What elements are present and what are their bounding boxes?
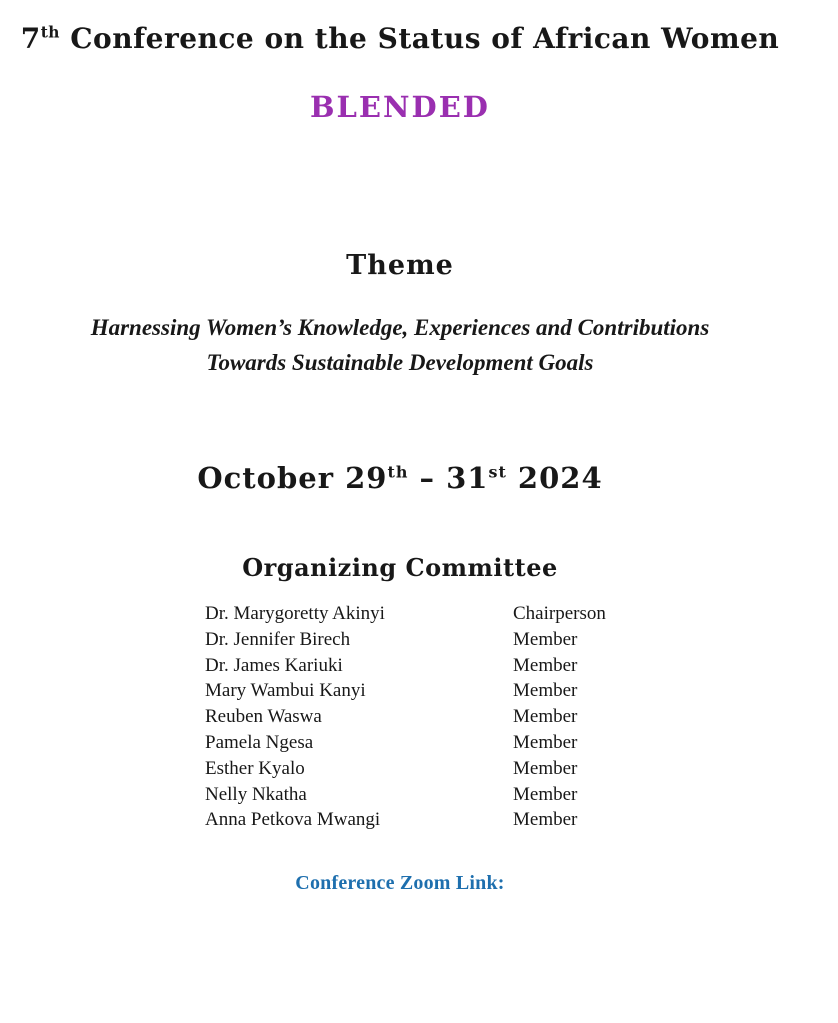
theme-text bbox=[0, 310, 800, 380]
committee-row bbox=[205, 678, 645, 704]
committee-heading: Organizing Committee bbox=[242, 553, 558, 582]
theme-heading: Theme bbox=[346, 250, 454, 281]
committee-row bbox=[205, 627, 645, 653]
committee-row bbox=[205, 807, 645, 833]
member-name: Anna Petkova Mwangi bbox=[205, 809, 381, 831]
committee-row bbox=[205, 704, 645, 730]
committee-row bbox=[205, 782, 645, 808]
member-name: Esther Kyalo bbox=[205, 757, 305, 779]
member-name: Dr. Marygoretty Akinyi bbox=[205, 603, 385, 624]
zoom-link-label: Conference Zoom Link: bbox=[295, 872, 505, 894]
member-role: Member bbox=[513, 654, 578, 676]
conference-dates bbox=[0, 461, 800, 495]
committee-row bbox=[205, 730, 645, 756]
member-name: Nelly Nkatha bbox=[205, 783, 307, 805]
member-name: Mary Wambui Kanyi bbox=[205, 680, 366, 702]
committee-row bbox=[205, 653, 645, 679]
member-name: Dr. James Kariuki bbox=[205, 654, 343, 676]
theme-line-1: Harnessing Women’s Knowledge, Experiences and Contributions bbox=[90, 315, 710, 340]
member-role: Member bbox=[513, 757, 578, 779]
text-segment: th bbox=[40, 23, 61, 42]
committee-row bbox=[205, 756, 645, 782]
member-role: Member bbox=[513, 706, 578, 728]
text-segment: th bbox=[387, 462, 409, 482]
member-role: Chairperson bbox=[513, 603, 606, 624]
committee-list bbox=[205, 601, 645, 833]
committee-row bbox=[205, 601, 645, 627]
text-segment: – 31 bbox=[408, 461, 489, 495]
blended-label: BLENDED bbox=[310, 90, 490, 124]
theme-line-2: Towards Sustainable Development Goals bbox=[206, 350, 594, 375]
text-segment: st bbox=[488, 462, 507, 482]
member-role: Member bbox=[513, 680, 578, 702]
member-name: Pamela Ngesa bbox=[205, 731, 314, 753]
member-role: Member bbox=[513, 628, 578, 650]
member-name: Dr. Jennifer Birech bbox=[205, 628, 351, 650]
text-segment: 7 bbox=[20, 22, 41, 55]
text-segment: Conference on the Status of African Women bbox=[60, 22, 780, 55]
member-role: Member bbox=[513, 809, 578, 831]
member-name: Reuben Waswa bbox=[205, 706, 322, 728]
page-title bbox=[0, 22, 800, 55]
text-segment: October 29 bbox=[197, 461, 388, 495]
member-role: Member bbox=[513, 783, 578, 805]
text-segment: 2024 bbox=[506, 461, 603, 495]
member-role: Member bbox=[513, 731, 578, 753]
